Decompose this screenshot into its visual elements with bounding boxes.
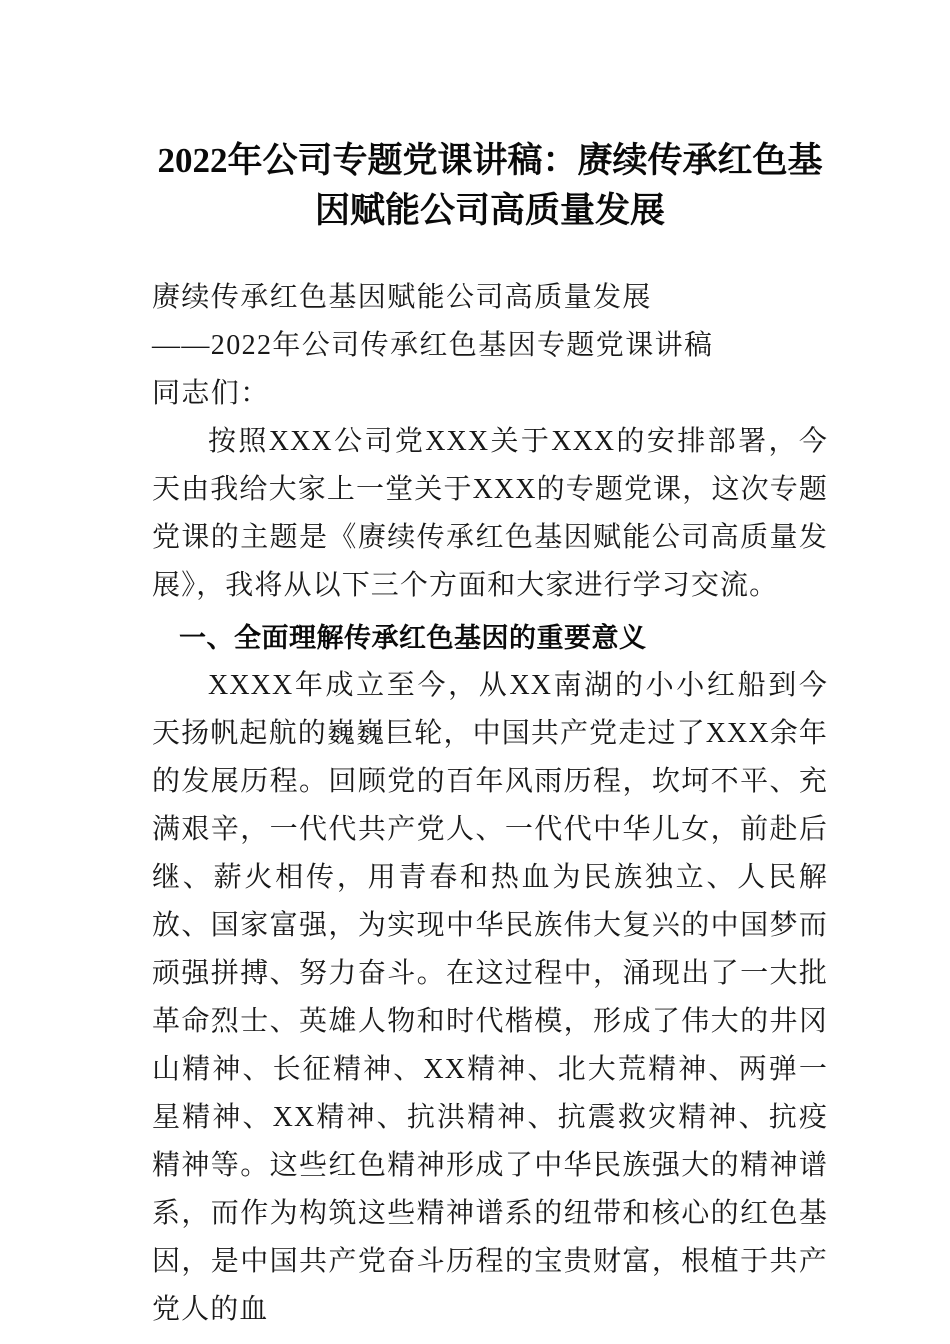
page-title: 2022年公司专题党课讲稿：赓续传承红色基因赋能公司高质量发展 [157, 141, 823, 230]
title-spacer [152, 236, 828, 274]
salutation: 同志们： [152, 378, 270, 409]
document-content-column [152, 0, 828, 1334]
subtitle-line-1: 赓续传承红色基因赋能公司高质量发展 [152, 282, 652, 313]
intro-paragraph: 按照XXX公司党XXX关于XXX的安排部署，今天由我给大家上一堂关于XXX的专题党课，这次专题党课的主题是《赓续传承红色基因赋能公司高质量发展》，我将从以下三个方面和大家进行学习交流。 [152, 426, 828, 601]
section-heading-1: 一、全面理解传承红色基因的重要意义 [179, 623, 647, 653]
subtitle-line-2: ——2022年公司传承红色基因专题党课讲稿 [152, 330, 714, 361]
section-1-paragraph: XXXX年成立至今，从XX南湖的小小红船到今天扬帆起航的巍巍巨轮，中国共产党走过了XXX余年的发展历程。回顾党的百年风雨历程，坎坷不平、充满艰辛，一代代共产党人、一代代中华儿女，前赴后继、薪火相传，用青春和热血为民族独立、人民解放、国家富强，为实现中华民族伟大复兴的中国梦而顽强拼搏、努力奋斗。在这过程中，涌现出了一大批革命烈士、英雄人物和时代楷模，形成了伟大的井冈山精神、长征精神、XX精神、北大荒精神、两弹一星精神、XX精神、抗洪精神、抗震救灾精神、抗疫精神等。这些红色精神形成了中华民族强大的精神谱系，而作为构筑这些精神谱系的纽带和核心的红色基因，是中国共产党奋斗历程的宝贵财富，根植于共产党人的血 [152, 670, 828, 1325]
